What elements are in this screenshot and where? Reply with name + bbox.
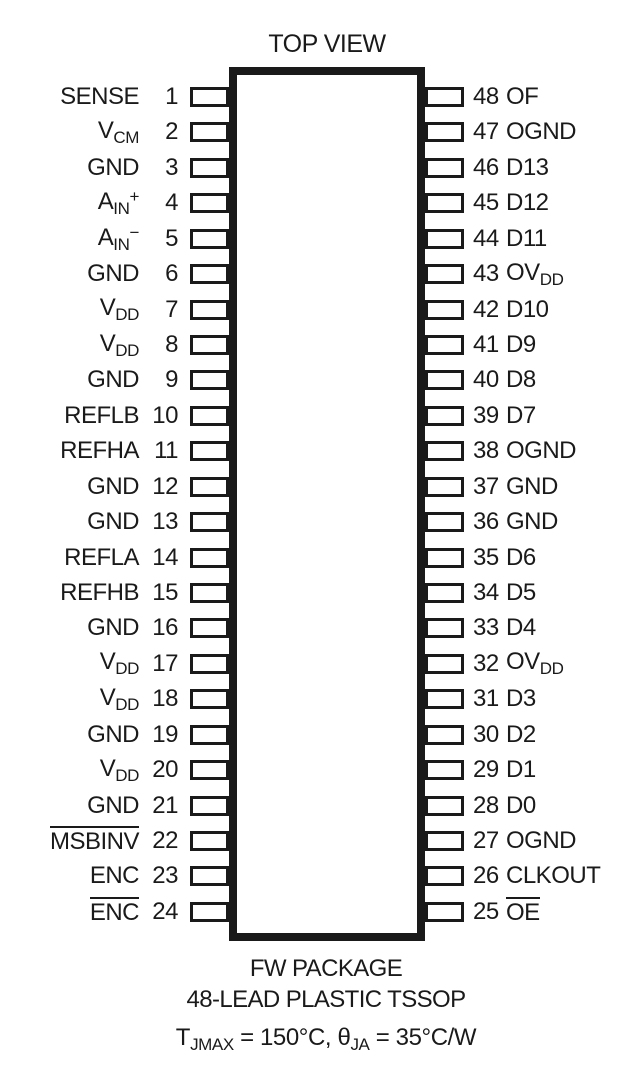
pin-row-27 xyxy=(425,823,642,859)
package-body xyxy=(229,67,425,941)
pin-row-10 xyxy=(0,398,229,434)
pin-label: D1 xyxy=(506,756,536,784)
pin-number: 19 xyxy=(152,720,178,748)
pin-label: REFLA xyxy=(64,543,139,571)
pin-number: 42 xyxy=(473,295,499,323)
pin-row-18 xyxy=(0,681,229,717)
pin-label: GND xyxy=(87,508,139,536)
pin-number: 41 xyxy=(473,331,499,358)
pin-lead xyxy=(190,335,229,355)
pin-row-17 xyxy=(0,646,229,682)
pin-number: 44 xyxy=(473,224,499,252)
pin-lead xyxy=(425,193,464,213)
pin-number: 47 xyxy=(473,118,499,146)
pin-label: D11 xyxy=(506,224,547,252)
pin-row-39 xyxy=(425,398,642,434)
pin-lead xyxy=(425,335,464,355)
pin-number: 32 xyxy=(473,649,499,677)
pin-lead xyxy=(425,760,464,780)
pin-label: OGND xyxy=(506,437,576,465)
pin-label: CLKOUT xyxy=(506,862,601,890)
pin-lead xyxy=(190,193,229,213)
pin-lead xyxy=(425,583,464,603)
pin-label: D6 xyxy=(506,543,536,571)
pin-label: OGND xyxy=(506,827,576,855)
pin-lead xyxy=(425,229,464,249)
pin-row-32 xyxy=(425,646,642,682)
pin-number: 16 xyxy=(152,614,178,642)
pin-number: 17 xyxy=(152,649,178,677)
pin-row-45 xyxy=(425,185,642,221)
pin-label: D12 xyxy=(506,189,549,217)
pin-lead xyxy=(425,654,464,674)
pin-label: REFLB xyxy=(64,401,139,429)
pin-lead xyxy=(425,87,464,107)
pin-label: D4 xyxy=(506,614,536,642)
pin-lead xyxy=(190,122,229,142)
pin-number: 8 xyxy=(165,331,178,358)
pin-row-12 xyxy=(0,469,229,505)
pin-number: 7 xyxy=(165,295,178,323)
pin-label: D5 xyxy=(506,579,536,607)
pin-lead xyxy=(190,87,229,107)
pin-number: 46 xyxy=(473,153,499,181)
pin-row-37 xyxy=(425,469,642,505)
pin-lead xyxy=(425,512,464,532)
pin-row-34 xyxy=(425,575,642,611)
pin-number: 34 xyxy=(473,579,499,607)
pin-label: D2 xyxy=(506,720,536,748)
pin-number: 5 xyxy=(165,224,178,252)
pin-label: OF xyxy=(506,83,539,110)
pin-lead xyxy=(425,548,464,568)
pin-number: 21 xyxy=(152,791,178,819)
pin-label: GND xyxy=(87,472,139,500)
pin-number: 12 xyxy=(152,472,178,500)
pin-row-29 xyxy=(425,752,642,788)
pin-number: 31 xyxy=(473,685,499,713)
pin-row-7 xyxy=(0,292,229,328)
pin-lead xyxy=(425,689,464,709)
pin-label: $V_{DD}$ xyxy=(99,329,139,360)
pin-number: 29 xyxy=(473,756,499,784)
pin-lead xyxy=(425,264,464,284)
pin-number: 38 xyxy=(473,437,499,465)
pin-number: 11 xyxy=(154,437,178,465)
pin-number: 24 xyxy=(152,897,178,925)
pin-label: GND xyxy=(87,791,139,819)
pin-row-24 xyxy=(0,894,229,930)
top-view-label: TOP VIEW xyxy=(268,30,386,58)
pin-label: $V_{CM}$ xyxy=(97,116,139,147)
pin-label: GND xyxy=(506,472,558,500)
pin-lead xyxy=(425,122,464,142)
pin-label: D13 xyxy=(506,153,549,181)
pin-number: 28 xyxy=(473,791,499,819)
pin-label: $A_{IN}^+$ xyxy=(97,187,139,219)
pin-row-15 xyxy=(0,575,229,611)
pin-label: $OV_{DD}$ xyxy=(506,258,564,289)
pin-row-36 xyxy=(425,504,642,540)
package-type: 48-LEAD PLASTIC TSSOP xyxy=(186,986,466,1013)
pin-label: SENSE xyxy=(60,83,139,110)
pin-number: 9 xyxy=(165,366,178,394)
pin-row-41 xyxy=(425,327,642,363)
pin-lead xyxy=(190,866,229,886)
pin-lead xyxy=(190,796,229,816)
pin-lead xyxy=(190,725,229,745)
pin-row-42 xyxy=(425,292,642,328)
pin-lead xyxy=(190,654,229,674)
pin-label: REFHA xyxy=(60,437,139,465)
pin-label: $A_{IN}^-$ xyxy=(97,222,139,254)
pin-number: 15 xyxy=(152,579,178,607)
pin-label: OE xyxy=(506,898,540,926)
pin-label: $OV_{DD}$ xyxy=(506,648,564,679)
pin-number: 27 xyxy=(473,827,499,855)
pin-lead xyxy=(190,477,229,497)
pin-lead xyxy=(425,725,464,745)
pin-lead xyxy=(425,158,464,178)
pin-label: D10 xyxy=(506,295,549,323)
pin-lead xyxy=(190,618,229,638)
pin-number: 39 xyxy=(473,401,499,429)
pin-label: GND xyxy=(87,153,139,181)
pin-lead xyxy=(190,264,229,284)
pin-label: $V_{DD}$ xyxy=(99,683,139,714)
pin-label: ENC xyxy=(89,898,139,926)
pin-row-3 xyxy=(0,150,229,186)
pin-lead xyxy=(425,866,464,886)
pin-row-31 xyxy=(425,681,642,717)
pin-number: 37 xyxy=(473,472,499,500)
pin-row-14 xyxy=(0,540,229,576)
pin-lead xyxy=(425,370,464,390)
pin-number: 35 xyxy=(473,543,499,571)
pin-lead xyxy=(190,158,229,178)
pin-lead xyxy=(190,406,229,426)
pin-row-22 xyxy=(0,823,229,859)
package-name: FW PACKAGE xyxy=(249,955,403,982)
package-caption xyxy=(106,953,546,1015)
pin-row-21 xyxy=(0,788,229,824)
pin-number: 4 xyxy=(165,189,178,217)
pin-lead xyxy=(425,300,464,320)
pin-row-20 xyxy=(0,752,229,788)
pin-row-26 xyxy=(425,858,642,894)
pin-lead xyxy=(190,902,229,922)
pin-number: 14 xyxy=(152,543,178,571)
pin-label: D8 xyxy=(506,366,536,394)
pin-lead xyxy=(190,760,229,780)
pin-row-23 xyxy=(0,858,229,894)
pin-number: 13 xyxy=(152,508,178,536)
pin-row-6 xyxy=(0,256,229,292)
pin-row-40 xyxy=(425,362,642,398)
pin-row-28 xyxy=(425,788,642,824)
pin-number: 20 xyxy=(152,756,178,784)
pin-number: 25 xyxy=(473,897,499,925)
pin-lead xyxy=(190,512,229,532)
pin-lead xyxy=(190,370,229,390)
pin-row-46 xyxy=(425,150,642,186)
pin-label: $V_{DD}$ xyxy=(99,754,139,785)
pin-row-16 xyxy=(0,610,229,646)
pin-row-33 xyxy=(425,610,642,646)
pin-row-5 xyxy=(0,221,229,257)
pin-lead xyxy=(190,689,229,709)
pin-label: REFHB xyxy=(60,579,139,607)
pin-row-35 xyxy=(425,540,642,576)
pin-number: 40 xyxy=(473,366,499,394)
pin-number: 23 xyxy=(152,862,178,890)
pin-label: GND xyxy=(87,260,139,288)
pin-number: 3 xyxy=(165,153,178,181)
pin-number: 10 xyxy=(152,401,178,429)
pin-lead xyxy=(190,831,229,851)
pin-number: 26 xyxy=(473,862,499,890)
pin-number: 43 xyxy=(473,260,499,288)
pin-number: 6 xyxy=(165,260,178,288)
pin-row-25 xyxy=(425,894,642,930)
pin-label: MSBINV xyxy=(49,828,139,856)
pin-row-1 xyxy=(0,79,229,115)
pin-lead xyxy=(190,300,229,320)
pin-label: D7 xyxy=(506,401,536,429)
pin-label: ENC xyxy=(89,862,139,890)
pin-row-44 xyxy=(425,221,642,257)
pin-row-43 xyxy=(425,256,642,292)
pin-number: 45 xyxy=(473,189,499,217)
pin-row-2 xyxy=(0,114,229,150)
pin-number: 30 xyxy=(473,720,499,748)
pin-number: 1 xyxy=(165,83,178,110)
pin-lead xyxy=(190,229,229,249)
pin-row-30 xyxy=(425,717,642,753)
pin-row-47 xyxy=(425,114,642,150)
pin-row-48 xyxy=(425,79,642,115)
pin-label: GND xyxy=(506,508,558,536)
pin-row-13 xyxy=(0,504,229,540)
pin-number: 2 xyxy=(165,118,178,146)
pin-label: GND xyxy=(87,720,139,748)
pin-label: GND xyxy=(87,366,139,394)
pin-label: $V_{DD}$ xyxy=(99,648,139,679)
pin-row-9 xyxy=(0,362,229,398)
thermal-note: $T_{JMAX} = 150^\circ C$, $\theta_{JA} = 35^\circ C/W$ xyxy=(175,1024,477,1054)
pin-lead xyxy=(190,548,229,568)
pin-lead xyxy=(425,406,464,426)
pin-lead xyxy=(425,618,464,638)
pin-label: D9 xyxy=(506,331,536,358)
pin-lead xyxy=(425,796,464,816)
pin-lead xyxy=(190,441,229,461)
pin-row-38 xyxy=(425,433,642,469)
pin-row-4 xyxy=(0,185,229,221)
pin-lead xyxy=(190,583,229,603)
pin-number: 36 xyxy=(473,508,499,536)
pin-lead xyxy=(425,477,464,497)
pin-label: GND xyxy=(87,614,139,642)
pin-number: 48 xyxy=(473,83,499,110)
pin-label: D3 xyxy=(506,685,536,713)
pin-lead xyxy=(425,902,464,922)
pin-row-8 xyxy=(0,327,229,363)
pin-lead xyxy=(425,441,464,461)
pin-lead xyxy=(425,831,464,851)
pin-row-11 xyxy=(0,433,229,469)
pin-number: 33 xyxy=(473,614,499,642)
pin-number: 18 xyxy=(152,685,178,713)
pin-label: OGND xyxy=(506,118,576,146)
pin-number: 22 xyxy=(152,827,178,855)
pin-label: $V_{DD}$ xyxy=(99,294,139,325)
pin-row-19 xyxy=(0,717,229,753)
pin-label: D0 xyxy=(506,791,536,819)
